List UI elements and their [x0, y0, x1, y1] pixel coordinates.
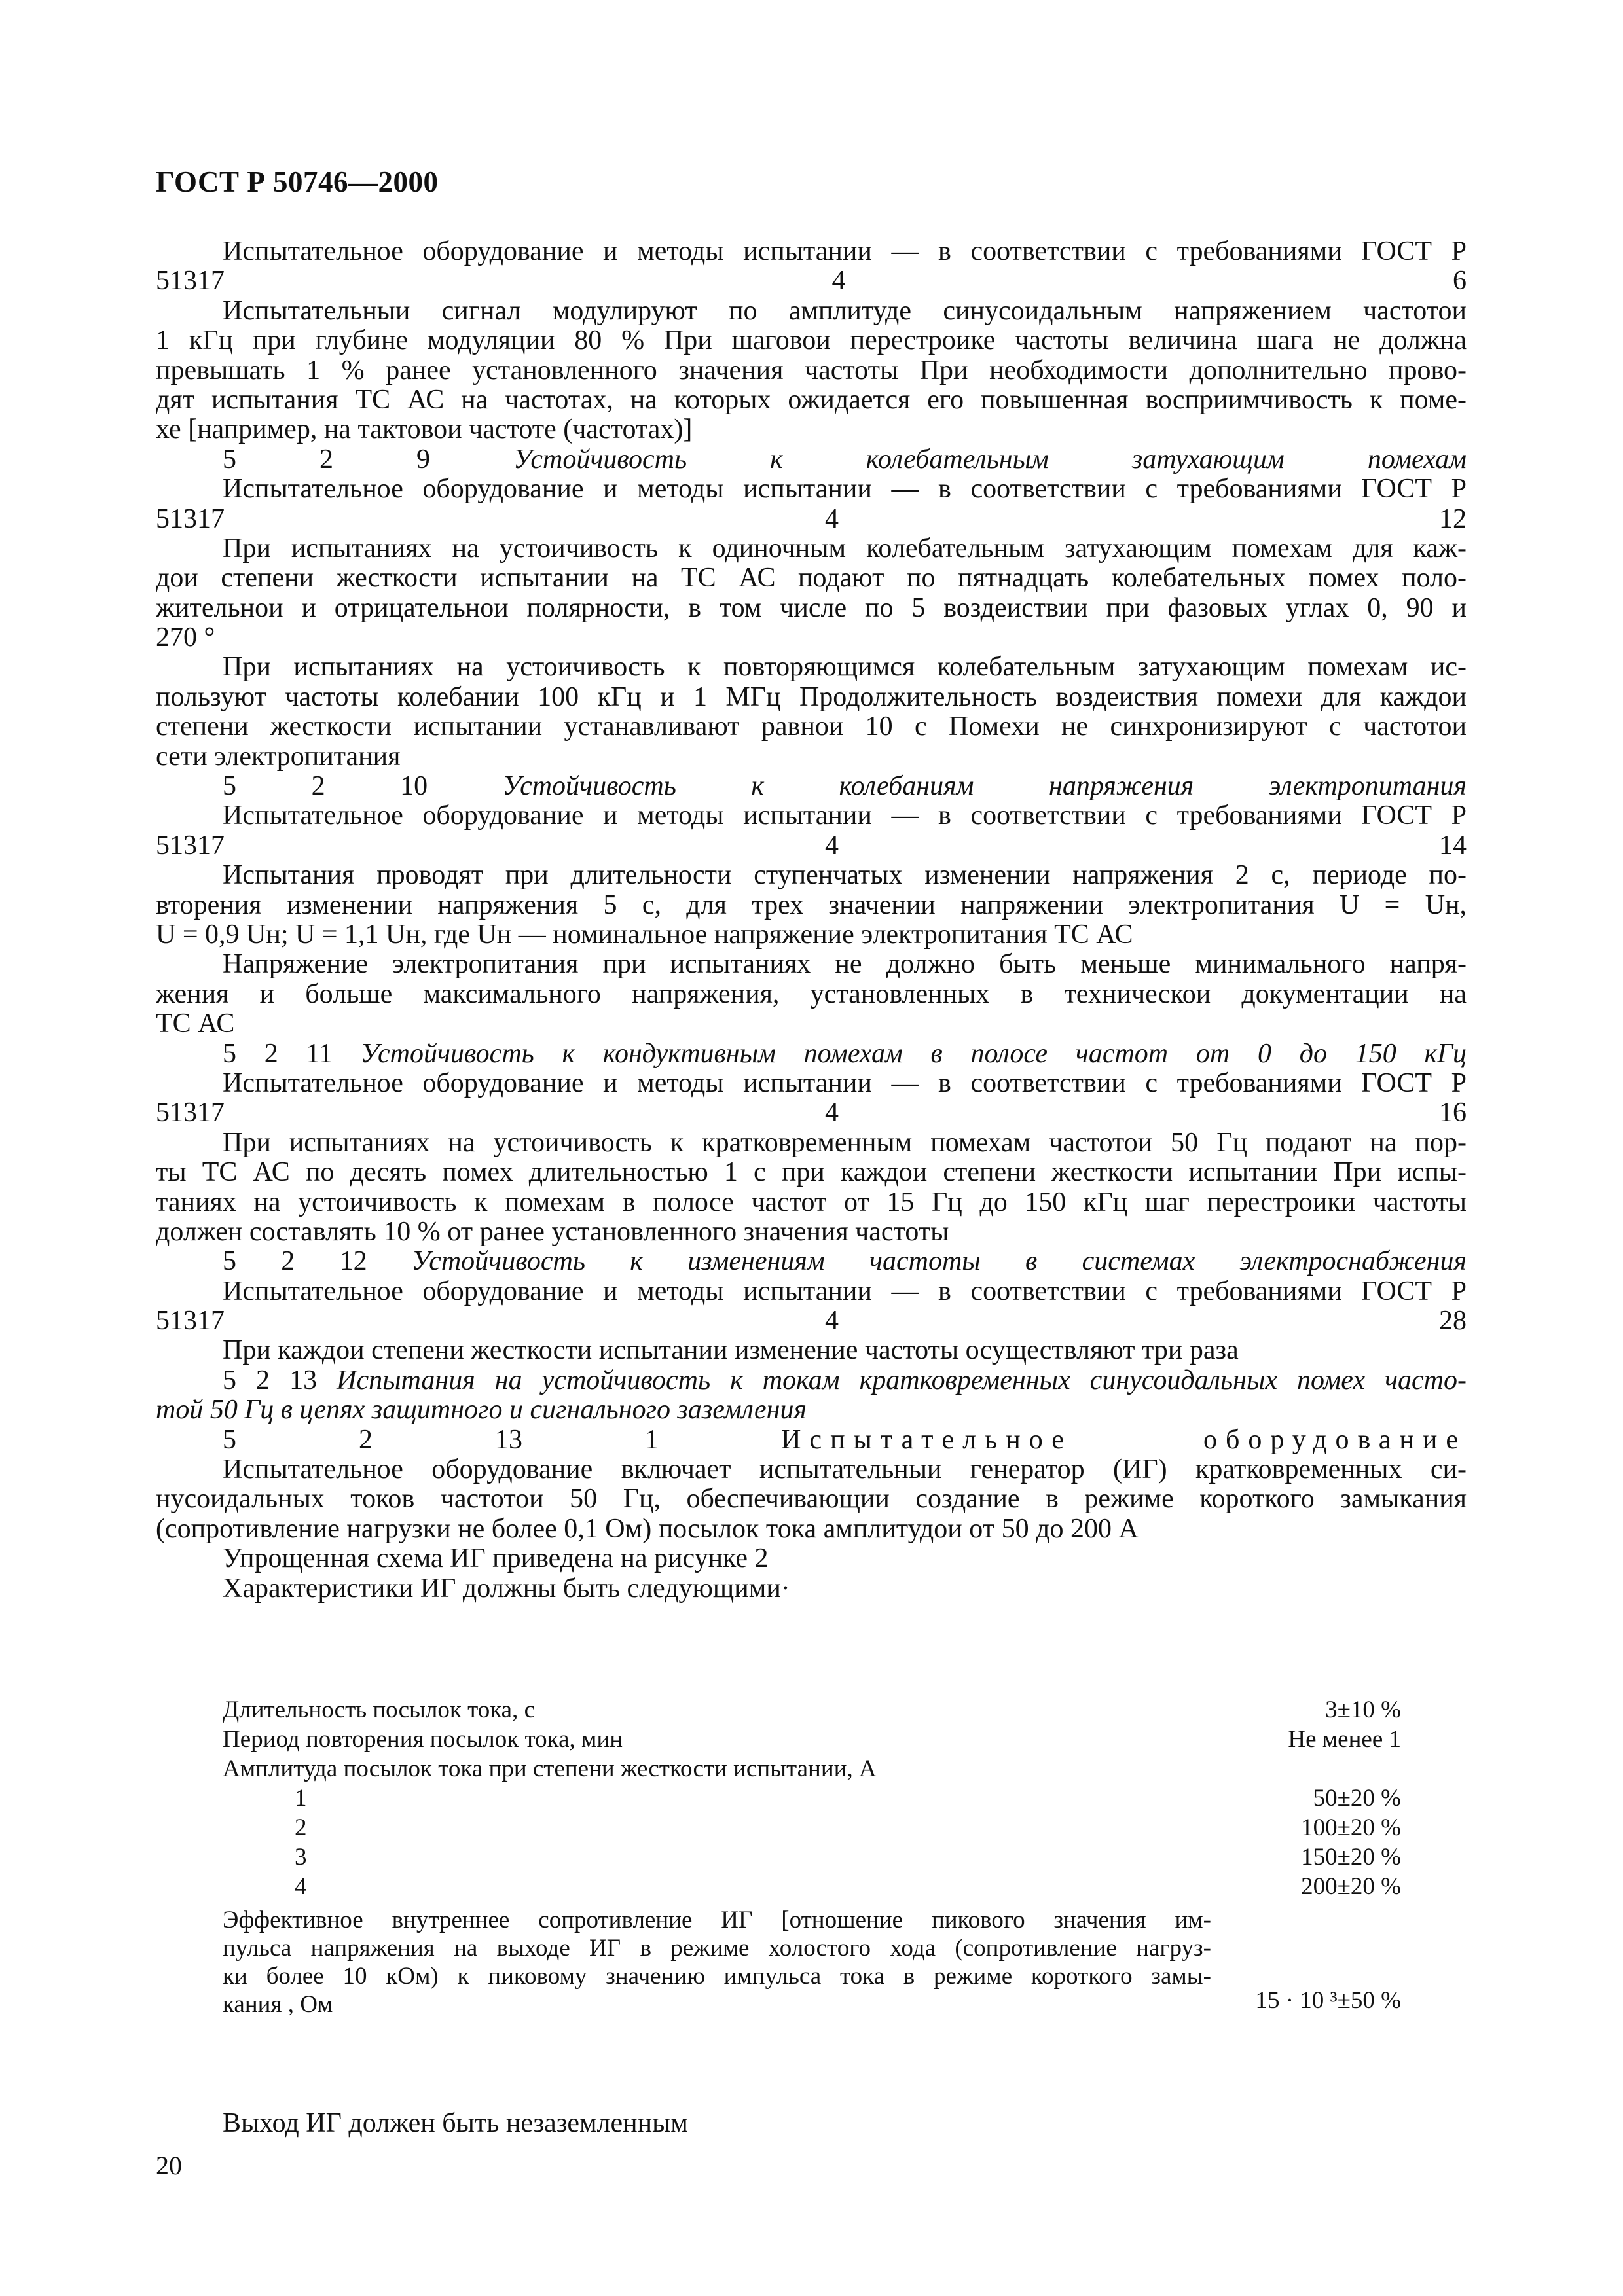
level-value: 100±20 %: [1301, 1814, 1401, 1841]
subsection-title: Испытательное оборудование: [781, 1425, 1467, 1455]
line-text: Испытательное оборудование и методы испытании — в соответствии с требованиями ГОСТ Р: [223, 1068, 1467, 1098]
text-line: [156, 594, 1467, 623]
line-text: 1 кГц при глубине модуляции 80 % При шаговои перестроике частоты величина шага не должна: [156, 326, 1467, 356]
level-number: 3: [295, 1844, 307, 1871]
text-line: [156, 505, 1467, 534]
text-line: [156, 415, 1467, 444]
section-number: 5 2 13 1: [223, 1425, 782, 1455]
section-title: Устойчивость к колебательным затухающим помехам: [513, 444, 1467, 475]
text-line: [223, 1277, 1467, 1306]
spec-label: [223, 1905, 1401, 2018]
line-text: превышать 1 % ранее установленного значения частоты При необходимости дополнительно прово-: [156, 355, 1467, 386]
line-text: При испытаниях на устоичивость к повторяющимся колебательным затухающим помехам ис-: [223, 653, 1467, 683]
text-line: [156, 1009, 1467, 1039]
section-title: Устойчивость к кондуктивным помехам в полосе частот от 0 до 150 кГц: [360, 1039, 1467, 1069]
text-line: [156, 326, 1467, 355]
level-number: 4: [295, 1873, 307, 1900]
text-line: [156, 742, 1467, 772]
line-text: 51317 4 16: [156, 1098, 1467, 1128]
line-text: Испытательное оборудование включает испытательныи генератор (ИГ) кратковременных си-: [223, 1455, 1467, 1485]
spec-label-line: кания , Ом: [223, 1991, 333, 2018]
line-text: нусоидальных токов частотои 50 Гц, обеспечивающии создание в режиме короткого замыкания: [156, 1484, 1467, 1515]
text-line: [156, 386, 1467, 415]
section-title: Испытания на устойчивость к токам кратковременных синусоидальных помех часто-: [337, 1365, 1467, 1395]
line-text: Испытательное оборудование и методы испытании — в соответствии с требованиями ГОСТ Р: [223, 475, 1467, 505]
text-line: [156, 712, 1467, 742]
line-text: дят испытания ТС АС на частотах, на которых ожидается его повышенная восприимчивость к поме-: [156, 385, 1467, 415]
text-line: [156, 920, 1467, 950]
amplitude-levels: [223, 1784, 1401, 1901]
line-text: U = 0,9 Uн; U = 1,1 Uн, где Uн — номинальное напряжение электропитания ТС АС: [156, 920, 1133, 950]
text-line: [223, 861, 1467, 890]
section-title: той 50 Гц в цепях защитного и сигнального заземления: [156, 1395, 807, 1426]
text-line: [156, 1515, 1467, 1544]
text-line: [223, 1426, 1467, 1455]
section-number: 5 2 13: [223, 1365, 337, 1395]
spec-label-line: пульса напряжения на выходе ИГ в режиме холостого хода (сопротивление нагруз-: [223, 1935, 1211, 1962]
line-text: Напряжение электропитания при испытаниях не должно быть меньше минимального напря-: [223, 950, 1467, 980]
page-number: 20: [156, 2151, 182, 2180]
line-text: должен составлять 10 % от ранее установленного значения частоты: [156, 1217, 949, 1247]
line-text: Упрощенная схема ИГ приведена на рисунке 2: [223, 1544, 769, 1574]
line-text: При испытаниях на устоичивость к одиночным колебательным затухающим помехам для каж-: [223, 533, 1467, 564]
text-line: [156, 1217, 1467, 1247]
text-line: [156, 891, 1467, 920]
spec-row-duration: [223, 1695, 1401, 1725]
section-number: 5 2 10: [223, 772, 503, 802]
spec-row-level: [223, 1813, 1401, 1842]
standard-header: ГОСТ Р 50746—2000: [156, 166, 439, 198]
line-text: При испытаниях на устоичивость к кратковременным помехам частотои 50 Гц подают на пор-: [223, 1128, 1467, 1158]
spec-value: 3±10 %: [1325, 1696, 1401, 1723]
text-line: [156, 1188, 1467, 1217]
line-text: хе [например, на тактовои частоте (частотах)]: [156, 415, 693, 445]
level-value: 150±20 %: [1301, 1844, 1401, 1871]
text-line: [156, 1484, 1467, 1514]
line-text: жительнои и отрицательнои полярности, в том числе по 5 воздеиствии при фазовых углах 0, 90 и: [156, 593, 1467, 623]
spec-label: Период повторения посылок тока, мин: [223, 1726, 623, 1753]
spec-row-level: [223, 1842, 1401, 1872]
line-text: сети электропитания: [156, 742, 401, 772]
text-line: [156, 1395, 1467, 1425]
text-line: [223, 237, 1467, 266]
line-text: вторения изменении напряжения 5 с, для трех значении напряжении электропитания U = Uн,: [156, 890, 1467, 920]
text-line: [156, 266, 1467, 296]
line-text: 51317 4 6: [156, 266, 1467, 296]
spec-label-line: ки более 10 кОм) к пиковому значению импульса тока в режиме короткого замы-: [223, 1963, 1211, 1990]
line-text: 270 °: [156, 623, 215, 653]
text-line: [223, 1128, 1467, 1158]
section-title: Устойчивость к изменениям частоты в системах электроснабжения: [411, 1247, 1467, 1277]
level-number: 1: [295, 1785, 307, 1812]
spec-value: 15 · 10 ³±50 %: [1255, 1987, 1401, 2014]
section-title: Устойчивость к колебаниям напряжения электропитания: [502, 772, 1467, 802]
text-line: [223, 950, 1467, 979]
text-line: [223, 296, 1467, 326]
text-line: [223, 772, 1467, 801]
text-line: [223, 1366, 1467, 1395]
closing-statement: Выход ИГ должен быть незаземленным: [223, 2108, 688, 2138]
text-line: [156, 1098, 1467, 1128]
generator-specifications: [223, 1695, 1401, 2018]
line-text: пользуют частоты колебании 100 кГц и 1 МГц Продолжительность воздеиствия помехи для каждои: [156, 682, 1467, 712]
text-line: [156, 356, 1467, 386]
line-text: 51317 4 28: [156, 1306, 1467, 1336]
line-text: При каждои степени жесткости испытании изменение частоты осуществляют три раза: [223, 1336, 1239, 1366]
text-line: [223, 1247, 1467, 1276]
text-line: [156, 564, 1467, 593]
line-text: Испытательное оборудование и методы испытании — в соответствии с требованиями ГОСТ Р: [223, 237, 1467, 266]
line-text: Испытательное оборудование и методы испытании — в соответствии с требованиями ГОСТ Р: [223, 1276, 1467, 1306]
text-line: [223, 1574, 1467, 1604]
text-line: [156, 623, 1467, 653]
spec-label: Амплитуда посылок тока при степени жесткости испытании, А: [223, 1755, 877, 1782]
body-text: [156, 237, 1467, 1604]
text-line: [156, 683, 1467, 712]
spec-row-level: [223, 1784, 1401, 1813]
spec-row-resistance: [223, 1905, 1401, 2018]
line-text: (сопротивление нагрузки не более 0,1 Ом) посылок тока амплитудои от 50 до 200 А: [156, 1514, 1139, 1544]
spec-row-period: [223, 1725, 1401, 1754]
section-number: 5 2 12: [223, 1247, 412, 1277]
text-line: [156, 831, 1467, 861]
level-value: 200±20 %: [1301, 1873, 1401, 1900]
level-number: 2: [295, 1814, 307, 1841]
line-text: 51317 4 14: [156, 831, 1467, 861]
line-text: ТС АС: [156, 1009, 235, 1039]
line-text: ты ТС АС по десять помех длительностью 1 с при каждои степени жесткости испытании При испы-: [156, 1158, 1467, 1188]
line-text: дои степени жесткости испытании на ТС АС подают по пятнадцать колебательных помех поло-: [156, 564, 1467, 594]
text-line: [223, 534, 1467, 564]
line-text: Испытания проводят при длительности ступенчатых изменении напряжения 2 с, периоде по-: [223, 861, 1467, 891]
text-line: [223, 1544, 1467, 1573]
spec-value: Не менее 1: [1288, 1726, 1401, 1753]
text-line: [156, 980, 1467, 1009]
text-line: [223, 1069, 1467, 1098]
line-text: жения и больше максимального напряжения, установленных в техническои документации на: [156, 979, 1467, 1009]
text-line: [223, 801, 1467, 831]
text-line: [223, 1039, 1467, 1069]
line-text: 51317 4 12: [156, 504, 1467, 534]
spec-row-level: [223, 1872, 1401, 1901]
text-line: [223, 445, 1467, 475]
spec-label: Длительность посылок тока, с: [223, 1696, 536, 1723]
text-line: [156, 1306, 1467, 1336]
text-line: [223, 475, 1467, 504]
section-number: 5 2 9: [223, 444, 514, 475]
text-line: [156, 1158, 1467, 1187]
level-value: 50±20 %: [1313, 1785, 1401, 1812]
text-line: [223, 1336, 1467, 1365]
text-line: [223, 1455, 1467, 1484]
section-number: 5 2 11: [223, 1039, 361, 1069]
spec-label-line: Эффективное внутреннее сопротивление ИГ [отношение пикового значения им-: [223, 1907, 1211, 1933]
line-text: Испытательное оборудование и методы испытании — в соответствии с требованиями ГОСТ Р: [223, 801, 1467, 831]
line-text: степени жесткости испытании устанавливают равнои 10 с Помехи не синхронизируют с частотои: [156, 712, 1467, 742]
text-line: [223, 653, 1467, 682]
line-text: таниях на устоичивость к помехам в полосе частот от 15 Гц до 150 кГц шаг перестроики частоты: [156, 1187, 1467, 1217]
line-text: Испытательныи сигнал модулируют по амплитуде синусоидальным напряжением частотои: [223, 296, 1467, 326]
spec-row-amplitude: [223, 1754, 1401, 1784]
line-text: Характеристики ИГ должны быть следующими·: [223, 1573, 790, 1604]
